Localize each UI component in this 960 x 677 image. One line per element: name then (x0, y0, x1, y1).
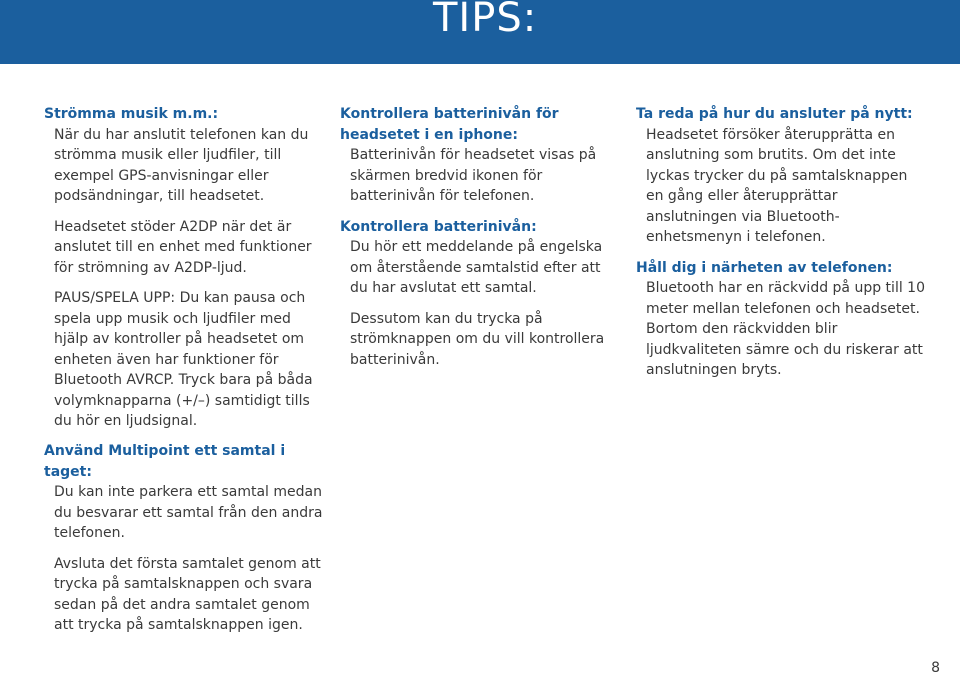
section-heading: Håll dig i närheten av telefonen: (636, 259, 893, 276)
section-heading: Kontrollera batterinivån för headsetet i en iphone: (340, 106, 559, 143)
paragraph: Avsluta det första samtalet genom att trycka på samtalsknappen och svara sedan på det andra samtalet genom att trycka på samtalsknappen igen. (54, 555, 321, 633)
section-heading: Ta reda på hur du ansluter på nytt: (636, 106, 913, 122)
section-multipoint (44, 441, 326, 636)
column-battery (340, 104, 622, 370)
section-heading: Kontrollera batterinivån: (340, 218, 537, 235)
paragraph: Batterinivån för headsetet visas på skärmen bredvid ikonen för batterinivån för telefonen. (350, 147, 597, 204)
section-heading: Använd Multipoint ett samtal i taget: (44, 443, 286, 480)
paragraph: När du har anslutit telefonen kan du strömma musik eller ljudfiler, till exempel GPS-anvisningar eller podsändningar, till headsetet. (54, 126, 309, 204)
column-reconnect (636, 104, 926, 381)
paragraph: Headsetet stöder A2DP när det är anslutet till en enhet med funktioner för strömning av A2DP-ljud. (54, 218, 312, 276)
paragraph: Du kan inte parkera ett samtal medan du besvarar ett samtal från den andra telefonen. (54, 484, 323, 541)
header-banner (0, 0, 960, 64)
paragraph: Bluetooth har en räckvidd på upp till 10 meter mellan telefonen och headsetet. Bortom den räckvidden blir ljudkvaliteten sämre och du riskerar att anslutningen bryts. (646, 280, 925, 378)
paragraph: PAUS/SPELA UPP: Du kan pausa och spela upp musik och ljudfiler med hjälp av kontroller på headsetet om enheten även har funktioner för Bluetooth AVRCP. Tryck bara på båda volymknapparna (+/–) samtidigt tills du hör en ljudsignal. (54, 290, 313, 429)
paragraph: Dessutom kan du trycka på strömknappen om du vill kontrollera batterinivån. (350, 310, 605, 368)
section-heading: Strömma musik m.m.: (44, 106, 219, 122)
page-number: 8 (931, 660, 940, 676)
page-title: TIPS: (433, 0, 538, 41)
paragraph: Headsetet försöker återupprätta en anslutning som brutits. Om det inte lyckas trycker du på samtalsknappen en gång eller återupprättar anslutningen via Bluetooth-enhetsmenyn i telefonen. (646, 126, 908, 245)
column-streaming (44, 104, 314, 432)
paragraph: Du hör ett meddelande på engelska om återstående samtalstid efter att du har avslutat ett samtal. (350, 239, 603, 296)
